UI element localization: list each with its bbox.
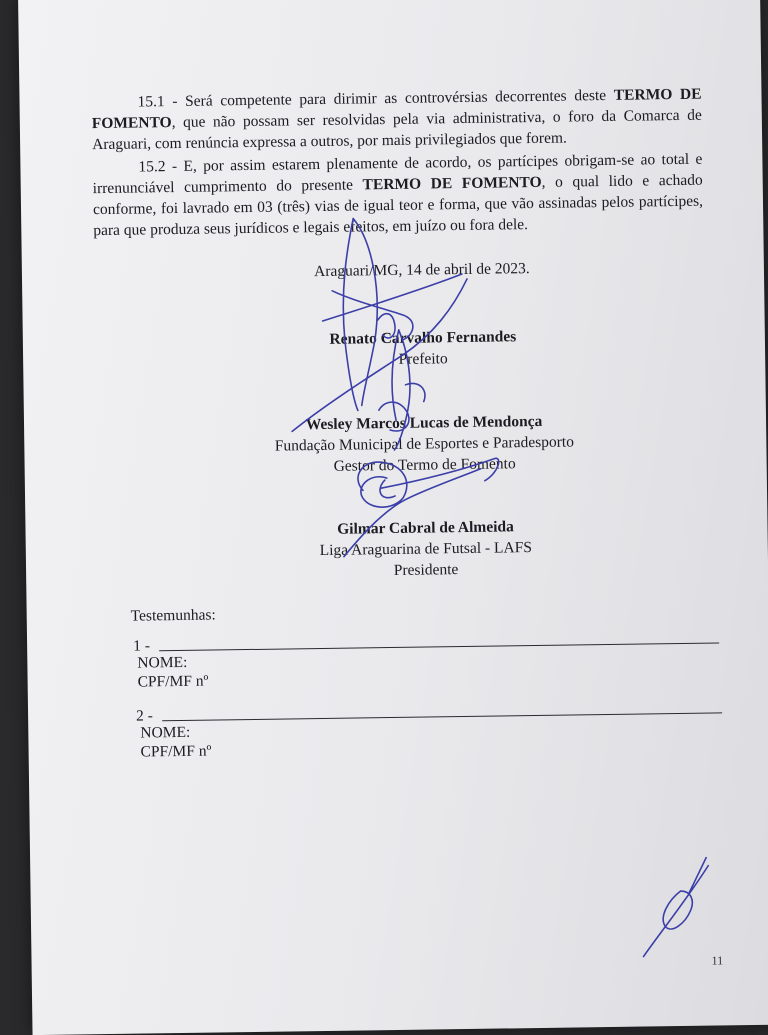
witness-2-name-label: NOME: xyxy=(140,723,191,742)
witness-1-cpf-label: CPF/MF nº xyxy=(137,672,209,691)
witness-1-signature-line xyxy=(159,642,719,651)
witness-2-number: 2 - xyxy=(135,707,154,725)
clause-number: 15.2 - xyxy=(138,157,184,176)
clause-bold-term: TERMO DE FOMENTO xyxy=(91,85,702,133)
witnesses-title: Testemunhas: xyxy=(130,606,216,625)
clause-text: , o qual lido e achado conforme, foi lavrado em 03 (três) vias de igual teor e forma, que vão assinadas pelos partícipes, para que produza seus jurídicos e legais efeitos, em juízo ou fora dele. xyxy=(92,171,704,240)
signatory-1-name: Renato Carvalho Fernandes xyxy=(329,328,517,348)
witness-1-number: 1 - xyxy=(133,637,151,655)
rubric-bottom-right xyxy=(642,858,709,957)
witness-2-cpf-label: CPF/MF nº xyxy=(140,742,212,761)
signatory-3-role: Presidente xyxy=(393,561,459,579)
signatory-3-name: Gilmar Cabral de Almeida xyxy=(337,518,514,538)
clause-text: , que não possam ser resolvidas pela via administrativa, o foro da Comarca de Araguari, com renúncia expressa a outros, por mais privilegiados que forem. xyxy=(92,106,702,154)
clause-number: 15.1 - xyxy=(137,92,186,111)
clause-15-2 xyxy=(92,149,703,242)
clause-bold-term: TERMO DE FOMENTO xyxy=(362,173,542,194)
signatory-1-role: Prefeito xyxy=(398,350,448,368)
signatory-2-role: Gestor do Termo de Fomento xyxy=(333,455,516,475)
witness-1-name-label: NOME: xyxy=(137,653,188,672)
page-number: 11 xyxy=(711,953,724,968)
signature-renato xyxy=(321,217,464,411)
signatory-3-org: Liga Araguarina de Futsal - LAFS xyxy=(319,539,533,560)
document-page xyxy=(18,0,768,1035)
clause-text: E, por assim estarem plenamente de acordo, os partícipes obrigam-se ao total e irrenunciável cumprimento do presente xyxy=(92,150,703,198)
clause-text: Será competente para dirimir as controvérsias decorrentes deste xyxy=(184,86,614,110)
place-date: Araguari/MG, 14 de abril de 2023. xyxy=(313,260,530,281)
witness-2-signature-line xyxy=(162,712,722,721)
signatory-2-name: Wesley Marcos Lucas de Mendonça xyxy=(305,412,543,434)
signatory-2-org: Fundação Municipal de Esportes e Paradesporto xyxy=(274,433,575,455)
clause-15-1 xyxy=(91,84,702,156)
